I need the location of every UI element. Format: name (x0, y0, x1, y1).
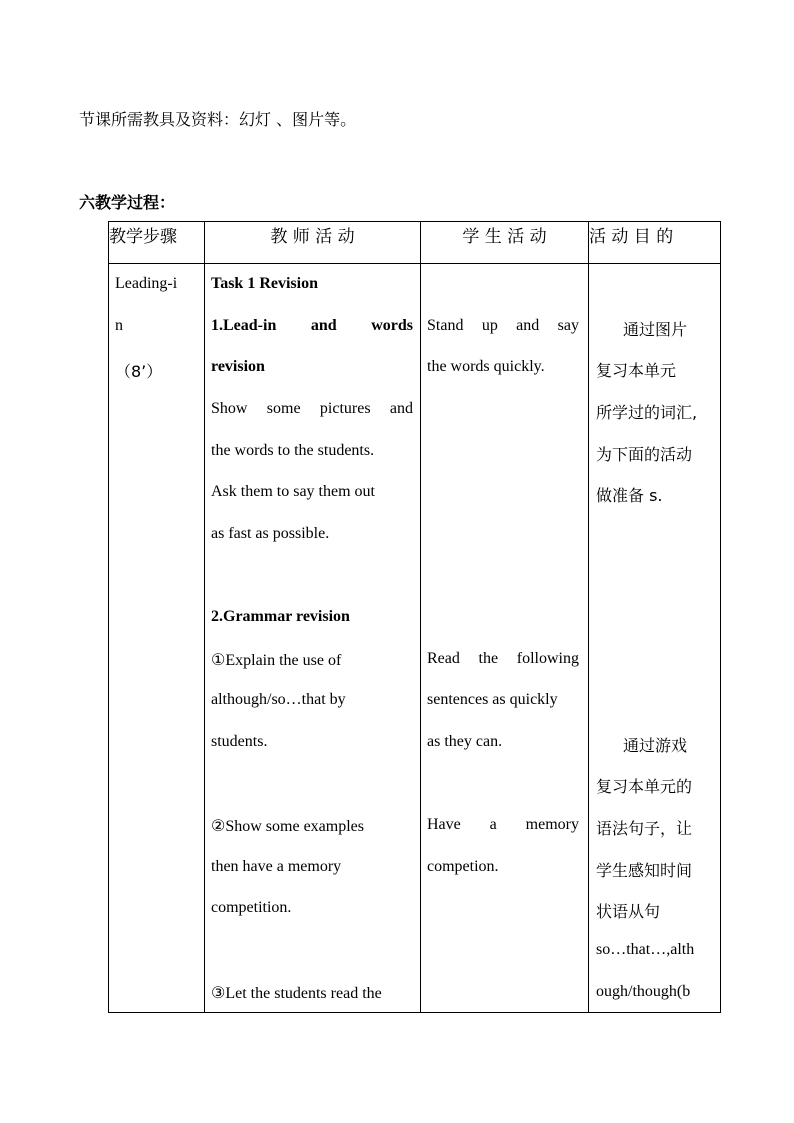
student-a-word: up (481, 317, 498, 334)
student-b-line3: as they can. (427, 733, 503, 750)
header-teacher-activity: 教 师 活 动 (205, 222, 421, 264)
section-title: 六教学过程： (79, 193, 176, 212)
student-a-word: Stand (427, 317, 464, 334)
student-b-line1 (427, 650, 579, 668)
header-student-activity: 学 生 活 动 (421, 222, 589, 264)
item1-line1-word: and (389, 400, 413, 417)
student-b-word: the (478, 650, 499, 667)
step-name-part1: Leading-i (115, 275, 178, 292)
item1-line2: the words to the students. (211, 442, 375, 459)
table-row (109, 264, 721, 1013)
purpose-2-line4: 学生感知时间 (596, 861, 693, 880)
item2-sub2-line2: then have a memory (211, 858, 342, 875)
item2-sub3-line1: ③Let the students read the (211, 985, 382, 1002)
student-c-line2: competion. (427, 858, 499, 875)
item1-line1-word: some (266, 400, 301, 417)
item1-line1 (211, 400, 413, 418)
item1-heading-word: 1.Lead-in (211, 317, 277, 334)
item1-line4: as fast as possible. (211, 525, 330, 542)
item2-sub1-line3: students. (211, 733, 268, 750)
item1-heading (211, 317, 413, 335)
student-b-line2: sentences as quickly (427, 691, 558, 708)
purpose-1-line4: 为下面的活动 (596, 445, 693, 464)
student-c-word: Have (427, 816, 461, 833)
item1-heading-word: words (371, 317, 413, 334)
item2-sub1-line2: although/so…that by (211, 691, 346, 708)
purpose-2-line3: 语法句子，让 (596, 819, 693, 838)
teacher-activity-cell (205, 264, 421, 1013)
step-name-part2: n (115, 317, 123, 334)
purpose-2-line7: ough/though(b (596, 983, 691, 1000)
student-a-word: say (557, 317, 579, 334)
task-title: Task 1 Revision (211, 275, 318, 292)
student-a-word: and (516, 317, 540, 334)
item2-sub2-line3: competition. (211, 899, 292, 916)
purpose-1-line2: 复习本单元 (596, 361, 677, 380)
step-time: （8’） (115, 362, 163, 381)
purpose-1-line3: 所学过的词汇, (596, 403, 698, 422)
student-c-word: memory (525, 816, 579, 833)
purpose-2-line2: 复习本单元的 (596, 777, 693, 796)
item1-line3: Ask them to say them out (211, 483, 375, 500)
purpose-2-line5: 状语从句 (596, 902, 661, 921)
header-teaching-steps: 教学步骤 (109, 222, 205, 264)
item1-line1-word: Show (211, 400, 248, 417)
item2-heading: 2.Grammar revision (211, 608, 350, 625)
table-header-row (109, 222, 721, 264)
student-b-word: following (516, 650, 579, 667)
item1-line1-word: pictures (319, 400, 371, 417)
student-activity-cell (421, 264, 589, 1013)
purpose-2-line1: 通过游戏 (623, 736, 688, 755)
purpose-2-line6: so…that…,alth (596, 941, 695, 958)
student-a-line2: the words quickly. (427, 358, 545, 375)
item2-sub1-line1: ①Explain the use of (211, 652, 342, 669)
materials-line: 节课所需教具及资料：幻灯 、图片等。 (79, 110, 357, 129)
item2-sub2-line1: ②Show some examples (211, 818, 364, 835)
header-activity-purpose: 活 动 目 的 (589, 222, 721, 264)
purpose-cell (589, 264, 721, 1013)
item1-heading-word: and (310, 317, 337, 334)
student-c-word: a (489, 816, 497, 833)
purpose-1-line1: 通过图片 (623, 320, 688, 339)
teaching-process-table (108, 221, 721, 1013)
purpose-1-line5: 做准备 s. (596, 486, 663, 505)
student-c-line1 (427, 816, 579, 834)
student-b-word: Read (427, 650, 460, 667)
item1-heading-cont: revision (211, 358, 265, 375)
student-a-line1 (427, 317, 579, 335)
step-cell (109, 264, 205, 1013)
